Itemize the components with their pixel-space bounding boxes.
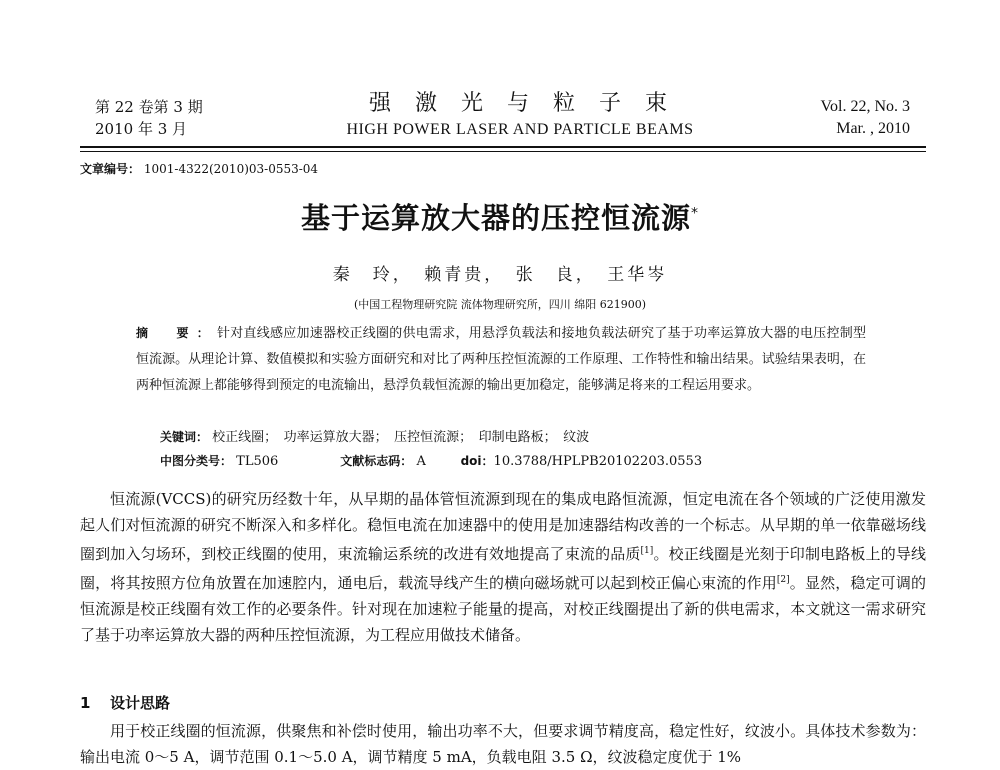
header-rule-thin — [80, 151, 926, 152]
intro-text-1: 恒流源(VCCS)的研究历经数十年，从早期的晶体管恒流源到现在的集成电路恒流源，恒定电流在各个领域的广泛使用激发起人们对恒流源的研究不断深入和多样化。稳恒电流在加速器中的使用是加速器结构改善的一个标志。从早期的单一依靠磁场线圈到加入匀场环，到校正线圈的使用，束流输运系统的改进有效地提高了束流的品质 — [80, 490, 926, 563]
article-number-label: 文章编号： — [80, 162, 141, 176]
citation-1: [1] — [640, 546, 654, 556]
volume-issue-en: Vol. 22, No. 3 — [820, 98, 910, 115]
date-cn: 2010 年 3 月 — [95, 120, 188, 138]
volume-issue-cn: 第 22 卷第 3 期 — [95, 98, 203, 116]
journal-name-cn: 强激光与粒子束 — [368, 91, 691, 116]
intro-text-2: 。校正线圈是光刻于印制电路板上的导线圈，将其按照方位角放置在加速腔内，通电后，载流导线产生的横向磁场就可以起到校正偏心束流的作用 — [80, 545, 926, 592]
date-en: Mar. , 2010 — [836, 120, 910, 137]
clc-value: TL506 — [236, 454, 279, 469]
paper-title-text: 基于运算放大器的压控恒流源 — [300, 201, 691, 235]
article-number — [80, 160, 318, 177]
section-1-paragraph — [80, 718, 926, 770]
doi-value: 10.3788/HPLPB20102203.0553 — [493, 454, 703, 469]
article-number-value: 1001-4322(2010)03-0553-04 — [143, 162, 319, 176]
keywords-text: 校正线圈； 功率运算放大器； 压控恒流源； 印制电路板； 纹波 — [212, 430, 590, 445]
intro-paragraph — [80, 486, 926, 648]
section-number: 1 — [80, 694, 91, 712]
running-header-left — [95, 96, 203, 140]
keywords — [160, 426, 589, 445]
citation-2: [2] — [776, 575, 790, 585]
abstract — [136, 320, 866, 399]
clc-label: 中图分类号： — [160, 454, 233, 468]
doi-label: doi： — [460, 454, 494, 468]
footnote-mark: * — [691, 205, 699, 222]
section-title: 设计思路 — [110, 694, 171, 712]
authors: 秦 玲， 赖青贵， 张 良， 王华岑 — [332, 265, 668, 285]
keywords-label: 关键词： — [160, 430, 209, 444]
affiliation: (中国工程物理研究院 流体物理研究所，四川 绵阳 621900) — [353, 298, 647, 311]
doc-code-value: A — [416, 454, 426, 469]
journal-name — [300, 90, 740, 142]
intro-text-3: 。显然，稳定可调的恒流源是校正线圈有效工作的必要条件。针对现在加速粒子能量的提高，对校正线圈提出了新的供电需求，本文就这一需求研究了基于功率运算放大器的两种压控恒流源，为工程应用做技术储备。 — [80, 574, 926, 644]
classification — [160, 452, 702, 469]
header-rule-thick — [80, 146, 926, 148]
paper-title — [0, 196, 1000, 237]
abstract-label: 摘 要： — [136, 326, 217, 340]
journal-name-en: HIGH POWER LASER AND PARTICLE BEAMS — [346, 121, 694, 138]
running-header-right — [821, 96, 911, 140]
doc-code-label: 文献标志码： — [340, 454, 413, 468]
section-heading-1 — [80, 692, 170, 713]
section-1-text: 用于校正线圈的恒流源，供聚焦和补偿时使用，输出功率不大，但要求调节精度高，稳定性好，纹波小。具体技术参数为：输出电流 0～5 A，调节范围 0.1～5.0 A，调节精度 5 mA，负载电阻 3.5 Ω，纹波稳定度优于 1% — [80, 722, 926, 766]
abstract-text: 针对直线感应加速器校正线圈的供电需求，用悬浮负载法和接地负载法研究了基于功率运算放大器的电压控制型恒流源。从理论计算、数值模拟和实验方面研究和对比了两种压控恒流源的工作原理、工作特性和输出结果。试验结果表明，在两种恒流源上都能够得到预定的电流输出，悬浮负载恒流源的输出更加稳定，能够满足将来的工程运用要求。 — [136, 326, 866, 393]
